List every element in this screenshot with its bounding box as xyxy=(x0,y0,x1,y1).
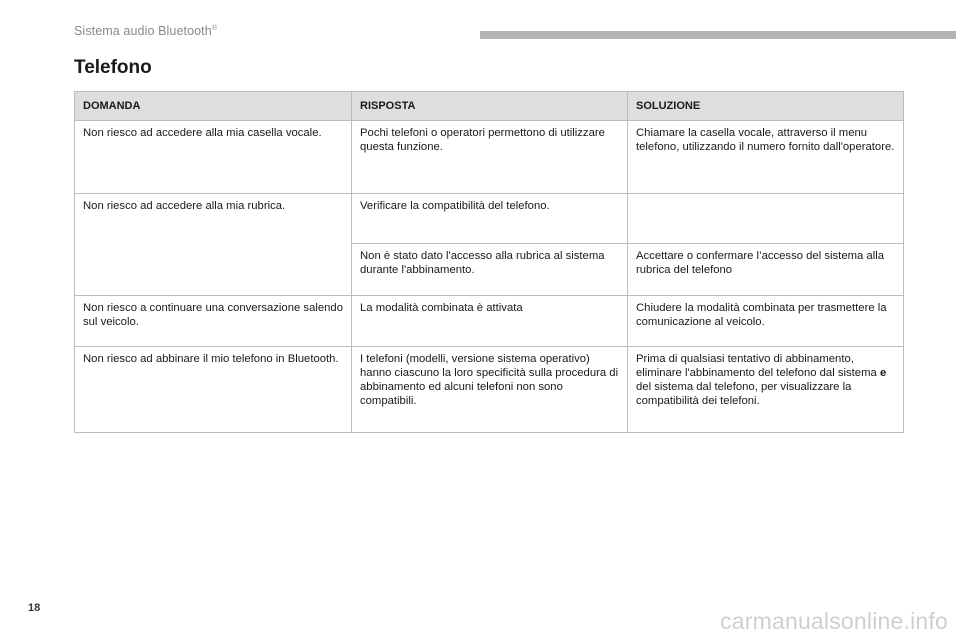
solution-cell: Chiudere la modalità combinata per trasmettere la comunicazione al veicolo. xyxy=(628,296,904,347)
table-row xyxy=(75,194,904,244)
column-header-risposta: RISPOSTA xyxy=(352,92,628,121)
section-title: Telefono xyxy=(74,57,152,78)
answer-cell: Verificare la compatibilità del telefono. xyxy=(352,194,628,244)
running-header-text: Sistema audio Bluetooth xyxy=(74,24,212,38)
header-bar xyxy=(480,31,956,39)
registered-mark: ® xyxy=(211,24,218,32)
question-cell: Non riesco ad abbinare il mio telefono in Bluetooth. xyxy=(75,347,352,433)
question-cell: Non riesco ad accedere alla mia rubrica. xyxy=(75,194,352,296)
question-cell: Non riesco a continuare una conversazione salendo sul veicolo. xyxy=(75,296,352,347)
solution-cell xyxy=(628,194,904,244)
solution-text-part: Prima di qualsiasi tentativo di abbinamento, eliminare l'abbinamento del telefono dal sistema xyxy=(636,353,880,379)
column-header-soluzione: SOLUZIONE xyxy=(628,92,904,121)
solution-cell xyxy=(628,347,904,433)
answer-cell: Pochi telefoni o operatori permettono di utilizzare questa funzione. xyxy=(352,121,628,194)
table-row xyxy=(75,347,904,433)
faq-table xyxy=(74,91,904,433)
question-cell: Non riesco ad accedere alla mia casella vocale. xyxy=(75,121,352,194)
table-row xyxy=(75,296,904,347)
page-number: 18 xyxy=(28,602,41,614)
table-row xyxy=(75,121,904,194)
column-header-domanda: DOMANDA xyxy=(75,92,352,121)
table-header-row xyxy=(75,92,904,121)
running-header xyxy=(74,24,217,38)
watermark: carmanualsonline.info xyxy=(720,608,948,634)
answer-cell: La modalità combinata è attivata xyxy=(352,296,628,347)
solution-bold-word: e xyxy=(879,367,887,379)
solution-cell: Chiamare la casella vocale, attraverso il menu telefono, utilizzando il numero fornito dall'operatore. xyxy=(628,121,904,194)
solution-cell: Accettare o confermare l’accesso del sistema alla rubrica del telefono xyxy=(628,244,904,296)
answer-cell: Non è stato dato l'accesso alla rubrica al sistema durante l'abbinamento. xyxy=(352,244,628,296)
solution-text-part: del sistema dal telefono, per visualizzare la compatibilità dei telefoni. xyxy=(636,381,852,407)
answer-cell: I telefoni (modelli, versione sistema operativo) hanno ciascuno la loro specificità sulla procedura di abbinamento ed alcuni telefoni non sono compatibili. xyxy=(352,347,628,433)
